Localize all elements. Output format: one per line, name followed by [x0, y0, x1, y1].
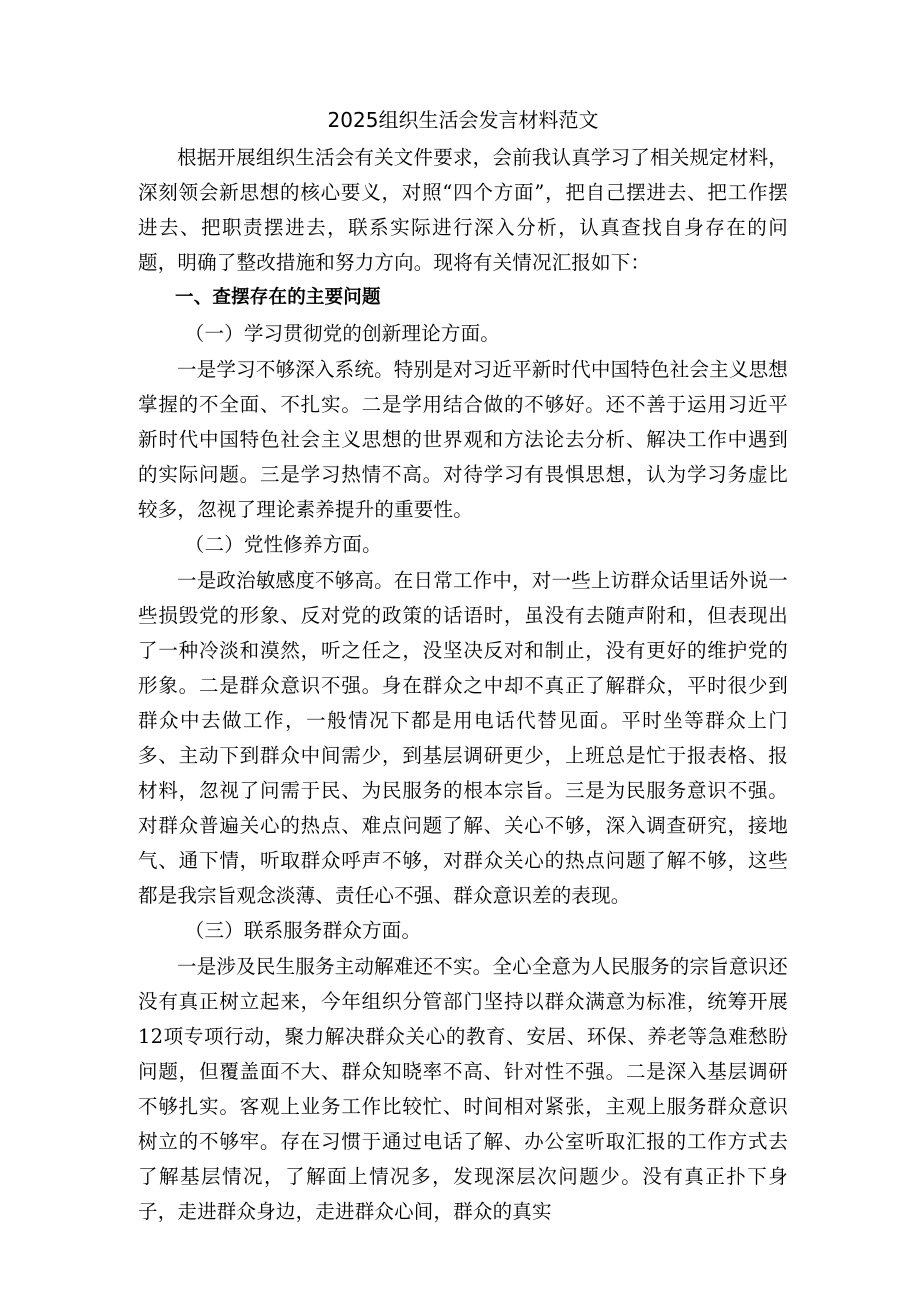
- body-paragraph-3: 一是涉及民生服务主动解难还不实。全心全意为人民服务的宗旨意识还没有真正树立起来，今年组织分管部门坚持以群众满意为标准，统筹开展12项专项行动，聚力解决群众关心的教育、安居、环保、养老等急难愁盼问题，但覆盖面不大、群众知晓率不高、针对性不强。二是深入基层调研不够扎实。客观上业务工作比较忙、时间相对紧张，主观上服务群众意识树立的不够牢。存在习惯于通过电话了解、办公室听取汇报的工作方式去了解基层情况，了解面上情况多，发现深层次问题少。没有真正扑下身子，走进群众身边，走进群众心间，群众的真实: [138, 955, 788, 1223]
- subsection-heading-1: （一）学习贯彻党的创新理论方面。: [184, 322, 500, 345]
- document-title: 2025组织生活会发言材料范文: [327, 108, 599, 132]
- subsection-heading-3: （三）联系服务群众方面。: [184, 919, 422, 942]
- intro-paragraph: 根据开展组织生活会有关文件要求，会前我认真学习了相关规定材料，深刻领会新思想的核心要义，对照“四个方面”，把自己摆进去、把工作摆进去、把职责摆进去，联系实际进行深入分析，认真查找自身存在的问题，明确了整改措施和努力方向。现将有关情况汇报如下：: [138, 146, 788, 274]
- subsection-heading-2: （二）党性修养方面。: [184, 533, 382, 556]
- body-paragraph-2: 一是政治敏感度不够高。在日常工作中，对一些上访群众话里话外说一些损毁党的形象、反对党的政策的话语时，虽没有去随声附和，但表现出了一种冷淡和漠然，听之任之，没坚决反对和制止，没有更好的维护党的形象。二是群众意识不强。身在群众之中却不真正了解群众，平时很少到群众中去做工作，一般情况下都是用电话代替见面。平时坐等群众上门多、主动下到群众中间需少，到基层调研更少，上班总是忙于报表格、报材料，忽视了问需于民、为民服务的根本宗旨。三是为民服务意识不强。对群众普遍关心的热点、难点问题了解、关心不够，深入调查研究，接地气、通下情，听取群众呼声不够，对群众关心的热点问题了解不够，这些都是我宗旨观念淡薄、责任心不强、群众意识差的表现。: [138, 569, 788, 907]
- section-heading: 一、查摆存在的主要问题: [175, 287, 381, 308]
- document-page: [138, 100, 788, 1229]
- body-paragraph-1: 一是学习不够深入系统。特别是对习近平新时代中国特色社会主义思想掌握的不全面、不扎实。二是学用结合做的不够好。还不善于运用习近平新时代中国特色社会主义思想的世界观和方法论去分析、解决工作中遇到的实际问题。三是学习热情不高。对待学习有畏惧思想，认为学习务虚比较多，忽视了理论素养提升的重要性。: [138, 358, 788, 521]
